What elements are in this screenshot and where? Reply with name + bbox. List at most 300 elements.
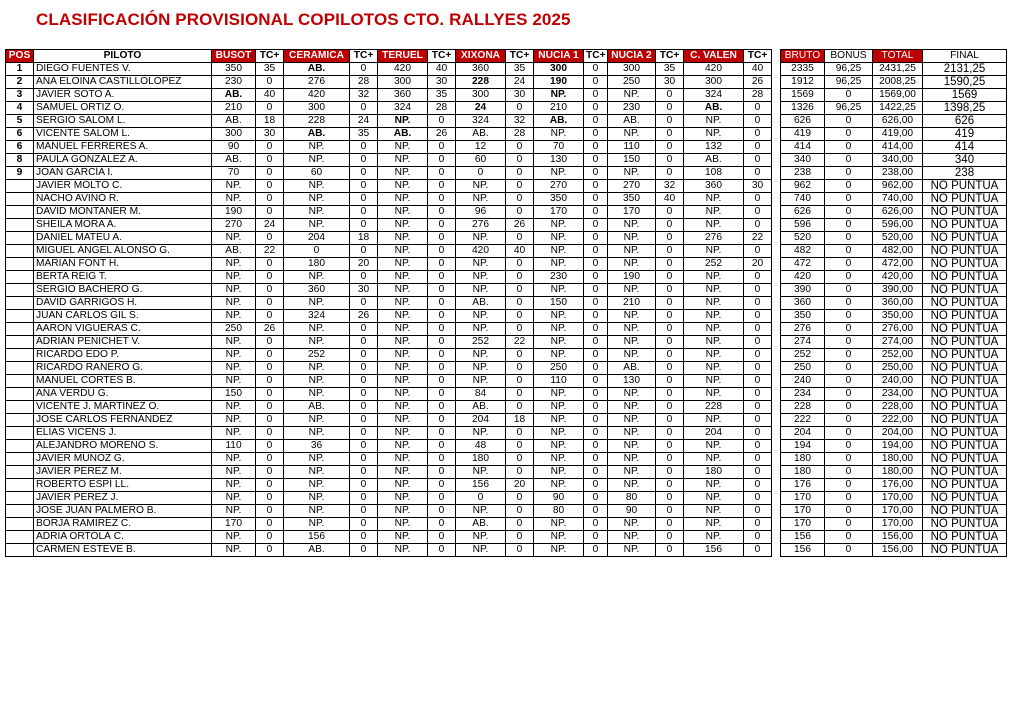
col-header-piloto: PILOTO [34,50,212,63]
cell-total: 238,00 [873,167,923,180]
cell-pos: 2 [6,76,34,89]
cell-teruel: NP. [378,297,428,310]
cell-pos: 6 [6,141,34,154]
cell-total: 419,00 [873,128,923,141]
cell-cvalen: AB. [684,102,744,115]
cell-cvalen: NP. [684,492,744,505]
cell-tc5: 0 [584,518,608,531]
cell-teruel: NP. [378,427,428,440]
cell-tc7: 20 [744,258,772,271]
cell-pos [6,479,34,492]
cell-busot: NP. [212,479,256,492]
cell-tc1: 0 [256,492,284,505]
cell-tc3: 0 [428,349,456,362]
cell-tc6: 0 [656,531,684,544]
cell-ceramica: NP. [284,271,350,284]
cell-tc5: 0 [584,206,608,219]
cell-piloto: SERGIO BACHERO G. [34,284,212,297]
cell-final: NO PUNTUA [923,323,1007,336]
cell-xixona: AB. [456,297,506,310]
cell-tc4: 0 [506,349,534,362]
cell-pos: 5 [6,115,34,128]
cell-bonus: 0 [825,544,873,557]
cell-tc2: 0 [350,440,378,453]
cell-piloto: JAVIER SOTO A. [34,89,212,102]
cell-tc2: 0 [350,154,378,167]
cell-teruel: NP. [378,310,428,323]
cell-tc7: 0 [744,544,772,557]
cell-final: NO PUNTUA [923,180,1007,193]
cell-tc2: 0 [350,453,378,466]
cell-tc7: 26 [744,76,772,89]
col-header-total: TOTAL [873,50,923,63]
table-row [6,115,772,128]
cell-total: 390,00 [873,284,923,297]
cell-bonus: 0 [825,115,873,128]
cell-tc2: 0 [350,141,378,154]
cell-nucia1: NP. [534,336,584,349]
table-row [781,193,1007,206]
cell-tc3: 0 [428,154,456,167]
cell-tc6: 0 [656,401,684,414]
cell-bonus: 0 [825,466,873,479]
cell-nucia2: NP. [608,232,656,245]
cell-tc4: 0 [506,271,534,284]
cell-piloto: JOAN GARCÍA I. [34,167,212,180]
cell-busot: NP. [212,297,256,310]
cell-tc3: 0 [428,440,456,453]
cell-bonus: 0 [825,271,873,284]
table-row [781,323,1007,336]
cell-piloto: JAVIER MUÑOZ G. [34,453,212,466]
table-row [781,505,1007,518]
cell-final: NO PUNTUA [923,362,1007,375]
cell-busot: NP. [212,544,256,557]
cell-tc1: 0 [256,141,284,154]
cell-cvalen: 420 [684,63,744,76]
cell-busot: NP. [212,349,256,362]
cell-tc7: 0 [744,206,772,219]
cell-piloto: JAVIER PÉREZ J. [34,492,212,505]
cell-teruel: 420 [378,63,428,76]
cell-tc2: 0 [350,388,378,401]
cell-final: NO PUNTUA [923,479,1007,492]
cell-teruel: NP. [378,258,428,271]
cell-tc5: 0 [584,466,608,479]
cell-tc3: 0 [428,518,456,531]
cell-tc7: 0 [744,388,772,401]
cell-bonus: 0 [825,180,873,193]
cell-tc6: 0 [656,258,684,271]
cell-tc7: 0 [744,401,772,414]
cell-nucia2: 270 [608,180,656,193]
col-header-bonus: BONUS [825,50,873,63]
table-row [781,258,1007,271]
cell-cvalen: NP. [684,375,744,388]
cell-final: NO PUNTUA [923,531,1007,544]
results-table [5,49,772,557]
cell-cvalen: NP. [684,531,744,544]
table-row [6,89,772,102]
cell-tc1: 0 [256,102,284,115]
cell-busot: NP. [212,414,256,427]
table-row [6,271,772,284]
cell-tc1: 0 [256,518,284,531]
cell-tc2: 0 [350,401,378,414]
cell-piloto: SAMUEL ORTIZ O. [34,102,212,115]
cell-pos [6,414,34,427]
cell-pos [6,531,34,544]
cell-final: NO PUNTUA [923,258,1007,271]
cell-tc3: 0 [428,388,456,401]
cell-busot: NP. [212,427,256,440]
cell-tc1: 0 [256,206,284,219]
cell-tc6: 0 [656,479,684,492]
cell-ceramica: 36 [284,440,350,453]
cell-tc4: 0 [506,154,534,167]
cell-bruto: 156 [781,544,825,557]
cell-tc2: 0 [350,323,378,336]
cell-teruel: NP. [378,284,428,297]
table-row [6,531,772,544]
col-header-ceramica: CERÁMICA [284,50,350,63]
col-header-busot: BUSOT [212,50,256,63]
cell-bruto: 740 [781,193,825,206]
cell-total: 252,00 [873,349,923,362]
cell-nucia2: NP. [608,336,656,349]
cell-teruel: NP. [378,505,428,518]
cell-bruto: 414 [781,141,825,154]
cell-tc4: 0 [506,297,534,310]
cell-nucia2: NP. [608,349,656,362]
cell-tc7: 22 [744,232,772,245]
cell-tc3: 0 [428,323,456,336]
cell-pos [6,492,34,505]
cell-final: NO PUNTUA [923,505,1007,518]
table-row [781,284,1007,297]
cell-cvalen: NP. [684,453,744,466]
cell-bonus: 0 [825,323,873,336]
cell-busot: NP. [212,375,256,388]
table-row [6,154,772,167]
cell-tc3: 0 [428,297,456,310]
col-header-tc: TC+ [656,50,684,63]
cell-busot: 150 [212,388,256,401]
cell-nucia1: 190 [534,76,584,89]
cell-ceramica: AB. [284,63,350,76]
cell-xixona: NP. [456,271,506,284]
cell-total: 340,00 [873,154,923,167]
col-header-nucia1: NUCÍA 1 [534,50,584,63]
cell-tc2: 0 [350,219,378,232]
cell-nucia2: 300 [608,63,656,76]
cell-tc1: 0 [256,544,284,557]
cell-tc5: 0 [584,102,608,115]
table-row [6,76,772,89]
cell-xixona: NP. [456,310,506,323]
cell-ceramica: NP. [284,141,350,154]
cell-bruto: 252 [781,349,825,362]
cell-tc5: 0 [584,440,608,453]
col-header-tc: TC+ [584,50,608,63]
cell-bonus: 0 [825,414,873,427]
cell-piloto: ROBERTO ESPÍ LL. [34,479,212,492]
cell-tc3: 0 [428,492,456,505]
cell-tc6: 0 [656,271,684,284]
table-row [6,284,772,297]
cell-nucia2: AB. [608,362,656,375]
cell-busot: NP. [212,232,256,245]
cell-tc7: 0 [744,453,772,466]
cell-busot: AB. [212,89,256,102]
cell-cvalen: 300 [684,76,744,89]
cell-piloto: JOSE JUAN PALMERO B. [34,505,212,518]
cell-nucia1: NP. [534,245,584,258]
cell-xixona: 0 [456,167,506,180]
cell-tc7: 30 [744,180,772,193]
table-row [781,492,1007,505]
table-row [6,180,772,193]
cell-busot: 170 [212,518,256,531]
cell-tc7: 0 [744,128,772,141]
cell-teruel: NP. [378,245,428,258]
cell-tc7: 0 [744,284,772,297]
cell-busot: AB. [212,245,256,258]
cell-tc3: 0 [428,219,456,232]
cell-ceramica: NP. [284,505,350,518]
cell-total: 228,00 [873,401,923,414]
cell-tc6: 0 [656,544,684,557]
cell-ceramica: 300 [284,102,350,115]
cell-cvalen: NP. [684,193,744,206]
cell-nucia1: NP. [534,414,584,427]
cell-pos: 6 [6,128,34,141]
cell-bonus: 0 [825,310,873,323]
cell-piloto: VICENTE J. MARTÍNEZ O. [34,401,212,414]
cell-final: 626 [923,115,1007,128]
cell-final: NO PUNTUA [923,492,1007,505]
cell-piloto: MARIAN FONT H. [34,258,212,271]
cell-tc3: 0 [428,245,456,258]
cell-tc2: 24 [350,115,378,128]
cell-total: 170,00 [873,518,923,531]
cell-tc6: 0 [656,375,684,388]
cell-piloto: ELIAS VICENS J. [34,427,212,440]
cell-nucia2: NP. [608,466,656,479]
cell-bonus: 0 [825,284,873,297]
cell-tc7: 0 [744,518,772,531]
cell-nucia2: 110 [608,141,656,154]
table-row [6,375,772,388]
cell-nucia1: NP. [534,128,584,141]
table-row [6,193,772,206]
cell-bonus: 0 [825,232,873,245]
cell-nucia2: NP. [608,258,656,271]
cell-bruto: 596 [781,219,825,232]
cell-tc5: 0 [584,349,608,362]
cell-tc7: 0 [744,141,772,154]
cell-tc3: 0 [428,193,456,206]
cell-tc5: 0 [584,219,608,232]
cell-ceramica: 60 [284,167,350,180]
cell-total: 420,00 [873,271,923,284]
cell-bruto: 626 [781,206,825,219]
col-header-teruel: TERUEL [378,50,428,63]
cell-xixona: NP. [456,544,506,557]
table-row [6,544,772,557]
cell-tc5: 0 [584,453,608,466]
cell-tc2: 0 [350,375,378,388]
cell-xixona: NP. [456,258,506,271]
cell-tc4: 0 [506,492,534,505]
cell-xixona: 300 [456,89,506,102]
cell-total: 520,00 [873,232,923,245]
cell-pos [6,544,34,557]
cell-tc5: 0 [584,128,608,141]
cell-piloto: RICARDO EDO P. [34,349,212,362]
cell-xixona: 228 [456,76,506,89]
cell-bruto: 194 [781,440,825,453]
table-row [6,349,772,362]
cell-nucia2: NP. [608,518,656,531]
table-row [6,401,772,414]
cell-pos [6,440,34,453]
cell-tc1: 0 [256,362,284,375]
cell-cvalen: 156 [684,544,744,557]
cell-ceramica: 204 [284,232,350,245]
cell-nucia1: NP. [534,518,584,531]
cell-tc3: 0 [428,310,456,323]
cell-teruel: 324 [378,102,428,115]
cell-final: NO PUNTUA [923,193,1007,206]
cell-nucia2: NP. [608,453,656,466]
cell-teruel: NP. [378,271,428,284]
cell-total: 482,00 [873,245,923,258]
cell-final: 419 [923,128,1007,141]
cell-piloto: DIEGO FUENTES V. [34,63,212,76]
cell-teruel: NP. [378,206,428,219]
cell-tc7: 0 [744,492,772,505]
cell-xixona: 60 [456,154,506,167]
cell-ceramica: NP. [284,479,350,492]
cell-xixona: 252 [456,336,506,349]
cell-nucia1: 110 [534,375,584,388]
cell-tc2: 0 [350,349,378,362]
cell-xixona: 0 [456,492,506,505]
cell-nucia1: NP. [534,479,584,492]
cell-tc4: 0 [506,193,534,206]
cell-bruto: 170 [781,492,825,505]
cell-bonus: 0 [825,193,873,206]
table-row [6,414,772,427]
cell-bonus: 0 [825,128,873,141]
cell-ceramica: NP. [284,219,350,232]
cell-ceramica: 156 [284,531,350,544]
cell-bruto: 390 [781,284,825,297]
table-row [6,440,772,453]
cell-xixona: NP. [456,232,506,245]
cell-pos [6,466,34,479]
table-row [781,466,1007,479]
cell-cvalen: NP. [684,505,744,518]
cell-teruel: NP. [378,401,428,414]
cell-pos [6,375,34,388]
cell-tc2: 0 [350,466,378,479]
cell-tc3: 0 [428,362,456,375]
cell-ceramica: NP. [284,388,350,401]
cell-tc5: 0 [584,297,608,310]
cell-bonus: 0 [825,245,873,258]
cell-ceramica: 228 [284,115,350,128]
cell-busot: NP. [212,453,256,466]
cell-nucia2: NP. [608,440,656,453]
cell-teruel: NP. [378,141,428,154]
cell-tc6: 0 [656,362,684,375]
cell-ceramica: 0 [284,245,350,258]
cell-cvalen: 204 [684,427,744,440]
cell-tc1: 0 [256,453,284,466]
cell-tc7: 0 [744,414,772,427]
cell-tc6: 0 [656,440,684,453]
cell-tc3: 26 [428,128,456,141]
cell-nucia1: 210 [534,102,584,115]
cell-tc6: 0 [656,141,684,154]
cell-tc6: 0 [656,453,684,466]
cell-tc5: 0 [584,401,608,414]
cell-tc4: 0 [506,258,534,271]
cell-teruel: NP. [378,466,428,479]
cell-tc3: 0 [428,232,456,245]
cell-teruel: NP. [378,323,428,336]
cell-bonus: 0 [825,492,873,505]
cell-tc4: 24 [506,76,534,89]
cell-bruto: 1326 [781,102,825,115]
cell-tc2: 26 [350,310,378,323]
cell-tc6: 0 [656,323,684,336]
cell-total: 414,00 [873,141,923,154]
cell-busot: NP. [212,193,256,206]
cell-piloto: ADRIA ORTOLÁ C. [34,531,212,544]
cell-piloto: JAVIER MOLTÓ C. [34,180,212,193]
cell-xixona: NP. [456,505,506,518]
col-header-tc: TC+ [744,50,772,63]
cell-pos [6,518,34,531]
cell-cvalen: 252 [684,258,744,271]
cell-xixona: NP. [456,466,506,479]
cell-busot: NP. [212,310,256,323]
cell-tc3: 0 [428,414,456,427]
cell-tc1: 30 [256,128,284,141]
cell-tc1: 0 [256,310,284,323]
cell-tc7: 0 [744,336,772,349]
cell-nucia1: NP. [534,427,584,440]
cell-tc6: 0 [656,284,684,297]
cell-bonus: 0 [825,375,873,388]
cell-tc6: 0 [656,102,684,115]
cell-xixona: 48 [456,440,506,453]
cell-cvalen: 276 [684,232,744,245]
cell-cvalen: NP. [684,362,744,375]
cell-xixona: AB. [456,128,506,141]
cell-tc2: 0 [350,63,378,76]
col-header-xixona: XIXONA [456,50,506,63]
cell-cvalen: NP. [684,206,744,219]
cell-teruel: NP. [378,388,428,401]
table-row [781,102,1007,115]
cell-tc4: 18 [506,414,534,427]
cell-bruto: 2335 [781,63,825,76]
cell-ceramica: NP. [284,453,350,466]
